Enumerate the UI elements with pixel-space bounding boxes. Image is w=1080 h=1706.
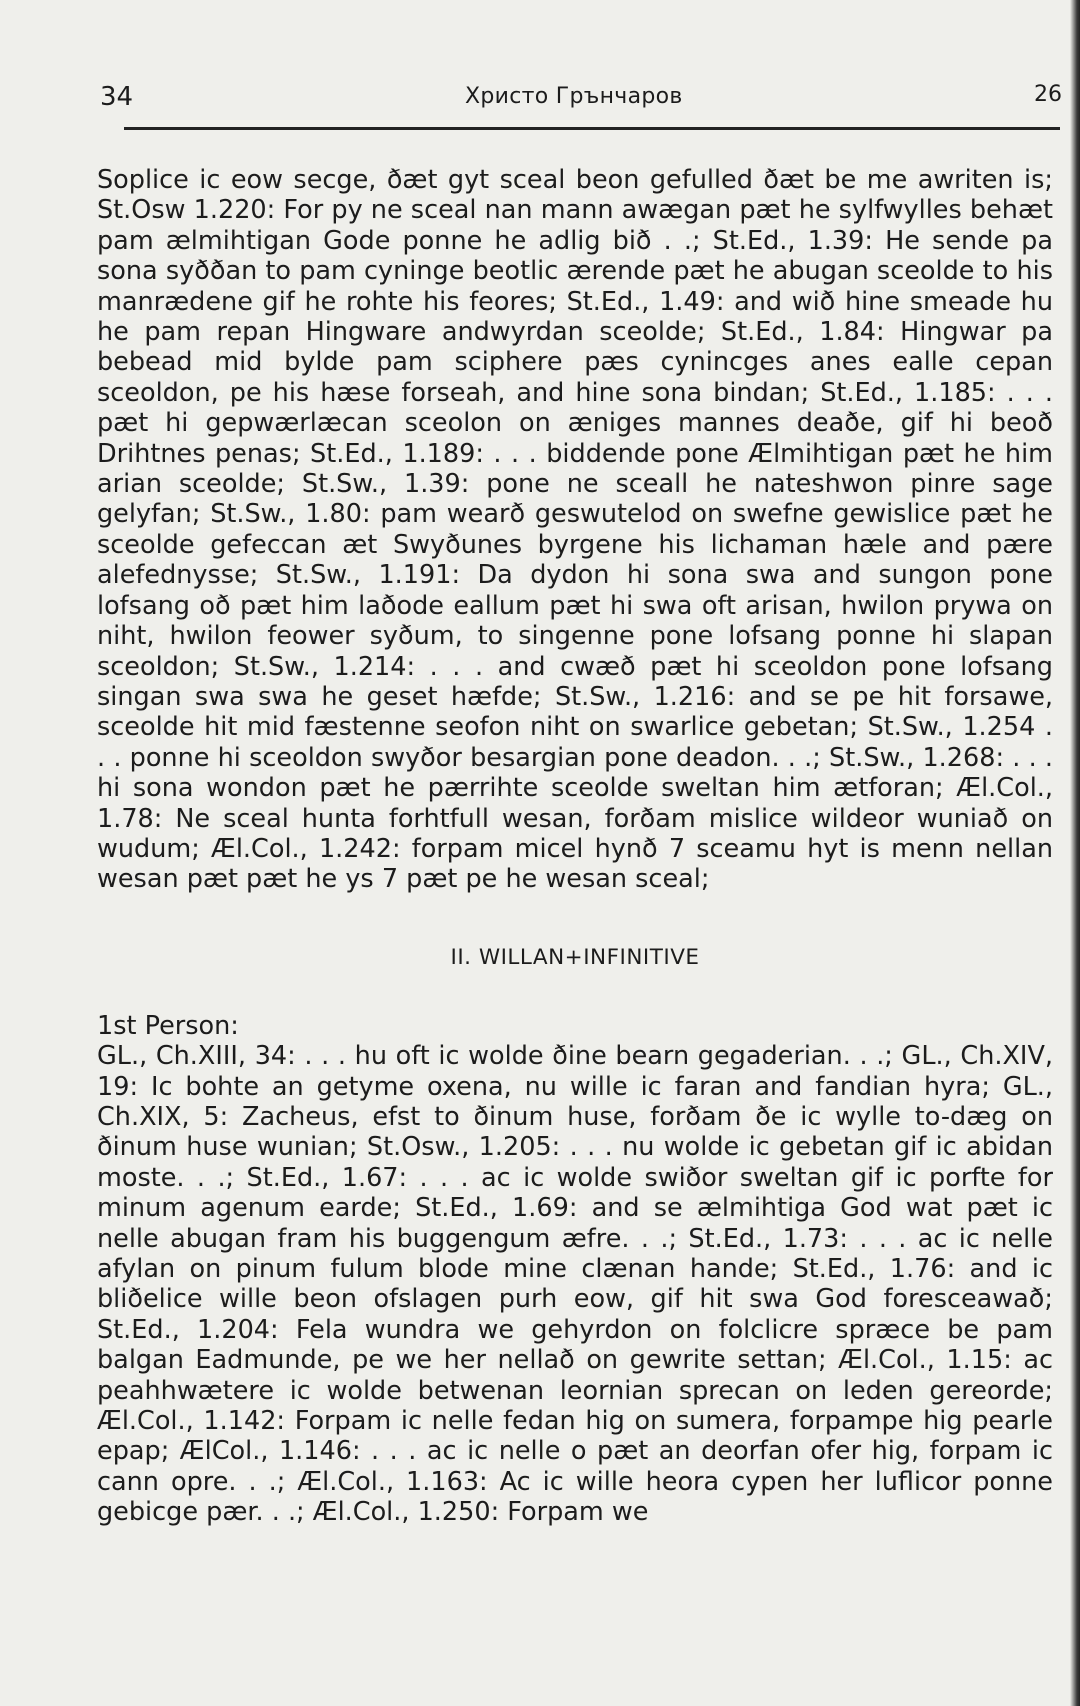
page-header	[100, 82, 1062, 118]
section-heading: II. WILLAN+INFINITIVE	[450, 944, 700, 970]
text-block-2	[97, 1011, 1053, 1528]
text-block-1	[97, 165, 1053, 895]
person-label: 1st Person:	[97, 1010, 239, 1041]
body-text	[97, 165, 1053, 1528]
header-rule	[124, 127, 1060, 130]
page-edge-shadow	[1070, 0, 1080, 1706]
paragraph-2: GL., Ch.XIII, 34: . . . hu oft ic wolde ðine bearn gegaderian. . .; GL., Ch.XIV, 19: Ic bohte an getyme oxena, nu wille ic faran and fandian hyra; GL., Ch.XIX, 5: Zacheus, efst to ðinum huse, forðam ðe ic wylle to-dæg on ðinum huse wunian; St.Osw., 1.205: . . . nu wolde ic gebetan gif ic abidan moste. . .; St.Ed., 1.67: . . . ac ic wolde swiðor sweltan gif ic porfte for minum agenum earde; St.Ed., 1.69: and se ælmihtiga God wat pæt ic nelle abugan fram his buggengum æfre. . .; St.Ed., 1.73: . . . ac ic nelle afylan on pinum fulum blode mine clænan hande; St.Ed., 1.76: and ic bliðelice wille beon ofslagen purh eow, gif hit swa God foresceawað; St.Ed., 1.204: Fela wundra we gehyrdon on folclicre spræce be pam balgan Eadmunde, pe we her nellað on gewrite settan; Æl.Col., 1.15: ac peahhwætere ic wolde betwenan leornian sprecan on leden gereorde; Æl.Col., 1.142: Forpam ic nelle fedan hig on sumera, forpampe hig pearle epap; ÆlCol., 1.146: . . . ac ic nelle o pæt an deorfan ofer hig, forpam ic cann opre. . .; Æl.Col., 1.163: Ac ic wille heora cypen her luflicor ponne gebicge pær. . .; Æl.Col., 1.250: Forpam we	[97, 1041, 1053, 1528]
running-title: Христо Грънчаров	[465, 84, 683, 109]
page-number: 34	[100, 82, 134, 112]
folio-mark: 26	[1034, 82, 1062, 107]
paragraph-1: Soplice ic eow secge, ðæt gyt sceal beon gefulled ðæt be me awriten is; St.Osw 1.220: For py ne sceal nan mann awægan pæt he sylfwylles behæt pam ælmihtigan Gode ponne he adlig bið . .; St.Ed., 1.39: He sende pa sona syððan to pam cyninge beotlic ærende pæt he abugan sceolde to his manrædene gif he rohte his feores; St.Ed., 1.49: and wið hine smeade hu he pam repan Hingware andwyrdan sceolde; St.Ed., 1.84: Hingwar pa bebead mid bylde pam sciphere pæs cynincges anes ealle cepan sceoldon, pe his hæse forseah, and hine sona bindan; St.Ed., 1.185: . . . pæt hi gepwærlæcan sceolon on æniges mannes deaðe, gif hi beoð Drihtnes penas; St.Ed., 1.189: . . . biddende pone Ælmihtigan pæt he him arian sceolde; St.Sw., 1.39: pone ne sceall he nateshwon pinre sage gelyfan; St.Sw., 1.80: pam wearð geswutelod on swefne gewislice pæt he sceolde gefeccan æt Swyðunes byrgene his lichaman hæle and pære alefednysse; St.Sw., 1.191: Da dydon hi sona swa and sungon pone lofsang oð pæt him laðode eallum pæt hi swa oft arisan, hwilon prywa on niht, hwilon feower syðum, to singenne pone lofsang ponne hi slapan sceoldon; St.Sw., 1.214: . . . and cwæð pæt hi sceoldon pone lofsang singan swa swa he geset hæfde; St.Sw., 1.216: and se pe hit forsawe, sceolde hit mid fæstenne seofon niht on swarlice gebetan; St.Sw., 1.254 . . . ponne hi sceoldon swyðor besargian pone deadon. . .; St.Sw., 1.268: . . . hi sona wondon pæt he pærrihte sceolde sweltan him ætforan; Æl.Col., 1.78: Ne sceal hunta forhtfull wesan, forðam mislice wildeor wuniað on wudum; Æl.Col., 1.242: forpam micel hynð 7 sceamu hyt is menn nellan wesan pæt pæt he ys 7 pæt pe he wesan sceal;	[97, 165, 1053, 895]
